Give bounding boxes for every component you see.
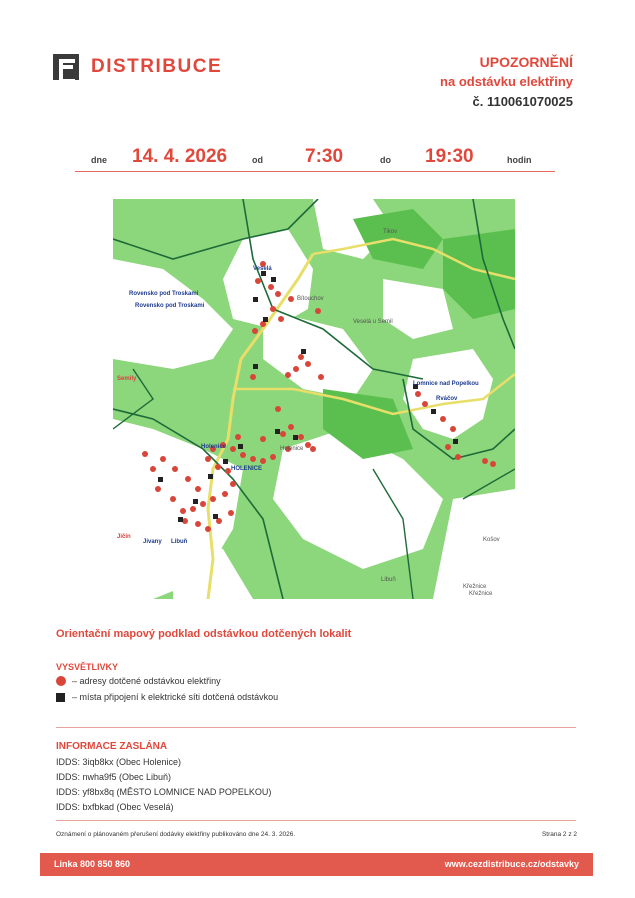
map-label-bitouchov: Bítouchov	[297, 296, 324, 302]
time-from: 7:30	[305, 146, 344, 167]
map-label-vesela: Veselá	[253, 266, 272, 272]
website-link[interactable]: www.cezdistribuce.cz/odstavky	[444, 859, 579, 869]
notice-subtitle: na odstávku elektřiny	[440, 74, 573, 89]
time-to: 19:30	[425, 146, 474, 167]
from-label: od	[252, 155, 263, 165]
info-title: INFORMACE ZASLÁNA	[56, 741, 168, 752]
map-label-rovensko: Rovensko pod Troskami	[129, 291, 199, 297]
map-label-vesela-u-semil: Veselá u Semil	[353, 319, 393, 325]
info-line: IDDS: bxfbkad (Obec Veselá)	[56, 802, 174, 812]
legend-connection	[56, 692, 278, 702]
legend-address-text: – adresy dotčené odstávkou elektřiny	[72, 676, 221, 686]
legend-title: VYSVĚTLIVKY	[56, 662, 119, 672]
map-label-holenice: Holenice	[201, 444, 227, 450]
publication-note: Oznámení o plánovaném přerušení dodávky elektřiny publikováno dne 24. 3. 2026.	[56, 831, 296, 838]
notice-title: UPOZORNĚNÍ	[479, 54, 573, 70]
cez-logo-icon	[53, 54, 79, 80]
notice-heading	[440, 52, 573, 112]
legend-connection-text: – místa připojení k elektrické síti dotčená odstávkou	[72, 692, 279, 702]
info-line: IDDS: 3iqb8kx (Obec Holenice)	[56, 757, 182, 767]
logo-text: DISTRIBUCE	[91, 56, 223, 77]
outage-map	[113, 199, 515, 599]
map-label-kreznice: Křežnice	[463, 584, 487, 590]
page-number: Strana 2 z 2	[541, 831, 577, 838]
info-line: IDDS: nwha9f5 (Obec Libuň)	[56, 772, 172, 782]
outage-date-row	[75, 146, 555, 172]
to-label: do	[380, 155, 391, 165]
red-dot-icon	[56, 676, 66, 686]
map-label-tikov: Tikov	[383, 229, 398, 235]
date-label: dne	[91, 155, 108, 165]
info-line: IDDS: yf8bx8q (MĚSTO LOMNICE NAD POPELKOU)	[56, 787, 272, 797]
notice-number: č. 110061070025	[472, 94, 573, 109]
map-label-kreznice-2: Křežnice	[469, 591, 493, 597]
cez-logo	[53, 54, 222, 80]
map-label-libun-2: Libuň	[381, 577, 396, 583]
map-label-semily: Semily	[117, 376, 137, 382]
map-label-kosov: Košov	[483, 537, 500, 543]
map-label-rovensko-2: Rovensko pod Troskami	[135, 303, 205, 309]
hours-label: hodin	[507, 155, 532, 165]
map-label-rvacov: Rváčov	[436, 396, 458, 402]
black-square-icon	[56, 693, 65, 702]
hotline: Linka 800 850 860	[54, 859, 131, 869]
map-caption: Orientační mapový podklad odstávkou dotčených lokalit	[56, 628, 352, 640]
legend-address	[56, 676, 221, 686]
map-label-jicin: Jičín	[117, 534, 131, 540]
map-label-jivany: Jivany	[143, 539, 162, 545]
divider	[56, 727, 576, 728]
map-label-holenice-caps: HOLENICE	[231, 466, 263, 472]
map-label-lomnice: Lomnice nad Popelkou	[413, 381, 479, 387]
map-label-libun: Libuň	[171, 539, 188, 545]
divider	[56, 820, 576, 821]
map-label-holenice-3: Holenice	[280, 446, 304, 452]
footer-bar	[40, 853, 593, 876]
outage-date: 14. 4. 2026	[132, 146, 228, 167]
